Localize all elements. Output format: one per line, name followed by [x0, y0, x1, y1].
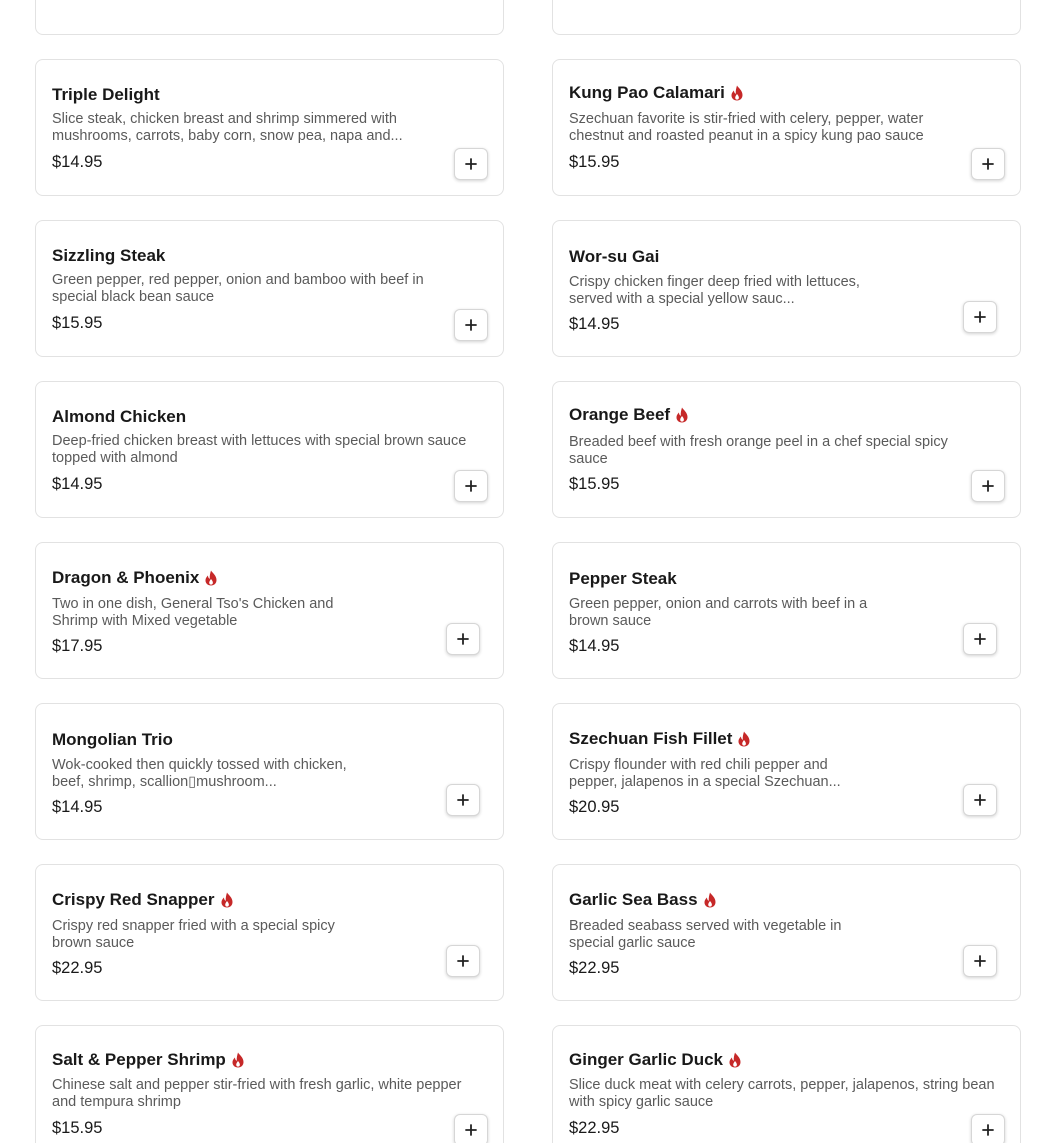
add-to-cart-button[interactable] [963, 623, 997, 655]
add-to-cart-button[interactable] [963, 301, 997, 333]
add-to-cart-button[interactable] [446, 784, 480, 816]
menu-item-name: Garlic Sea Bass [569, 890, 698, 909]
add-to-cart-button[interactable] [971, 1114, 1005, 1143]
menu-item-card[interactable] [35, 59, 504, 196]
flame-icon [738, 731, 750, 747]
plus-icon [465, 319, 477, 331]
menu-item-card[interactable] [35, 0, 504, 35]
menu-item-name: Mongolian Trio [52, 730, 173, 749]
flame-icon [232, 1052, 244, 1068]
menu-item-description: Crispy flounder with red chili pepper and pepper, jalapenos in a special Szechuan... [569, 757, 841, 790]
menu-item-description: Szechuan favorite is stir-fried with celery, pepper, water chestnut and roasted peanut in a spicy kung pao sauce [569, 111, 924, 144]
menu-item-card[interactable] [552, 59, 1021, 196]
menu-item-card[interactable] [552, 0, 1021, 35]
plus-icon [974, 311, 986, 323]
add-to-cart-button[interactable] [454, 1114, 488, 1143]
menu-item-description: Two in one dish, General Tso's Chicken and Shrimp with Mixed vegetable [52, 596, 334, 629]
plus-icon [465, 480, 477, 492]
plus-icon [974, 794, 986, 806]
menu-item-price: $15.95 [569, 475, 620, 493]
menu-item-name: Sizzling Steak [52, 246, 166, 265]
add-to-cart-button[interactable] [446, 945, 480, 977]
flame-icon [221, 892, 233, 908]
add-to-cart-button[interactable] [454, 309, 488, 341]
menu-item-price: $15.95 [52, 1119, 103, 1137]
add-to-cart-button[interactable] [454, 148, 488, 180]
menu-item-description: Crispy red snapper fried with a special spicy brown sauce [52, 918, 335, 951]
menu-item-card[interactable] [552, 1025, 1021, 1143]
menu-item-description: Breaded beef with fresh orange peel in a chef special spicy sauce [569, 434, 948, 467]
menu-item-name: Orange Beef [569, 405, 671, 424]
menu-item-name: Pepper Steak [569, 569, 677, 588]
flame-icon [704, 892, 716, 908]
menu-item-description: Green pepper, onion and carrots with beef in a brown sauce [569, 596, 868, 629]
plus-icon [465, 158, 477, 170]
menu-item-price: $22.95 [52, 959, 103, 977]
menu-item-price: $22.95 [569, 1119, 620, 1137]
add-to-cart-button[interactable] [971, 148, 1005, 180]
menu-item-name: Crispy Red Snapper [52, 890, 215, 909]
menu-item-card[interactable] [35, 864, 504, 1001]
flame-icon [676, 407, 688, 423]
menu-item-name: Kung Pao Calamari [569, 83, 725, 102]
menu-item-card[interactable] [552, 864, 1021, 1001]
flame-icon [729, 1052, 741, 1068]
plus-icon [982, 1124, 994, 1136]
menu-item-card[interactable] [552, 542, 1021, 679]
menu-item-price: $22.95 [569, 959, 620, 977]
menu-item-price: $15.95 [569, 153, 620, 171]
menu-item-name: Dragon & Phoenix [52, 568, 200, 587]
plus-icon [982, 480, 994, 492]
menu-item-description: Slice duck meat with celery carrots, pepper, jalapenos, string bean with spicy garlic sauce [569, 1077, 995, 1110]
menu-item-description: Breaded seabass served with vegetable in special garlic sauce [569, 918, 842, 951]
menu-item-description: Crispy chicken finger deep fried with lettuces, served with a special yellow sauc... [569, 274, 860, 307]
menu-item-card[interactable] [35, 703, 504, 840]
plus-icon [982, 158, 994, 170]
menu-item-price: $17.95 [52, 637, 103, 655]
add-to-cart-button[interactable] [971, 470, 1005, 502]
menu-item-name: Szechuan Fish Fillet [569, 729, 733, 748]
menu-item-card[interactable] [552, 703, 1021, 840]
menu-item-name: Salt & Pepper Shrimp [52, 1050, 226, 1069]
menu-item-description: Chinese salt and pepper stir-fried with fresh garlic, white pepper and tempura shrimp [52, 1077, 462, 1110]
menu-item-description: Wok-cooked then quickly tossed with chicken, beef, shrimp, scallion▯mushroom... [52, 757, 347, 790]
menu-item-card[interactable] [35, 542, 504, 679]
menu-item-price: $14.95 [52, 475, 103, 493]
menu-item-description: Deep-fried chicken breast with lettuces with special brown sauce topped with almond [52, 433, 467, 466]
menu-item-price: $20.95 [569, 798, 620, 816]
add-to-cart-button[interactable] [446, 623, 480, 655]
menu-item-card[interactable] [552, 381, 1021, 518]
menu-item-card[interactable] [35, 220, 504, 357]
menu-item-price: $14.95 [52, 153, 103, 171]
menu-item-description: Slice steak, chicken breast and shrimp simmered with mushrooms, carrots, baby corn, snow pea, napa and... [52, 111, 403, 144]
menu-item-price: $15.95 [52, 314, 103, 332]
plus-icon [465, 1124, 477, 1136]
plus-icon [974, 955, 986, 967]
menu-item-name: Almond Chicken [52, 407, 187, 426]
menu-item-price: $14.95 [569, 315, 620, 333]
menu-item-card[interactable] [35, 1025, 504, 1143]
menu-item-price: $14.95 [569, 637, 620, 655]
flame-icon [205, 570, 217, 586]
plus-icon [974, 633, 986, 645]
menu-item-name: Ginger Garlic Duck [569, 1050, 723, 1069]
plus-icon [457, 794, 469, 806]
add-to-cart-button[interactable] [963, 784, 997, 816]
add-to-cart-button[interactable] [963, 945, 997, 977]
menu-item-name: Triple Delight [52, 85, 160, 104]
menu-item-card[interactable] [552, 220, 1021, 357]
add-to-cart-button[interactable] [454, 470, 488, 502]
flame-icon [731, 85, 743, 101]
menu-item-description: Green pepper, red pepper, onion and bamboo with beef in special black bean sauce [52, 272, 424, 305]
menu-item-card[interactable] [35, 381, 504, 518]
menu-item-price: $14.95 [52, 798, 103, 816]
plus-icon [457, 955, 469, 967]
plus-icon [457, 633, 469, 645]
menu-item-name: Wor-su Gai [569, 247, 660, 266]
